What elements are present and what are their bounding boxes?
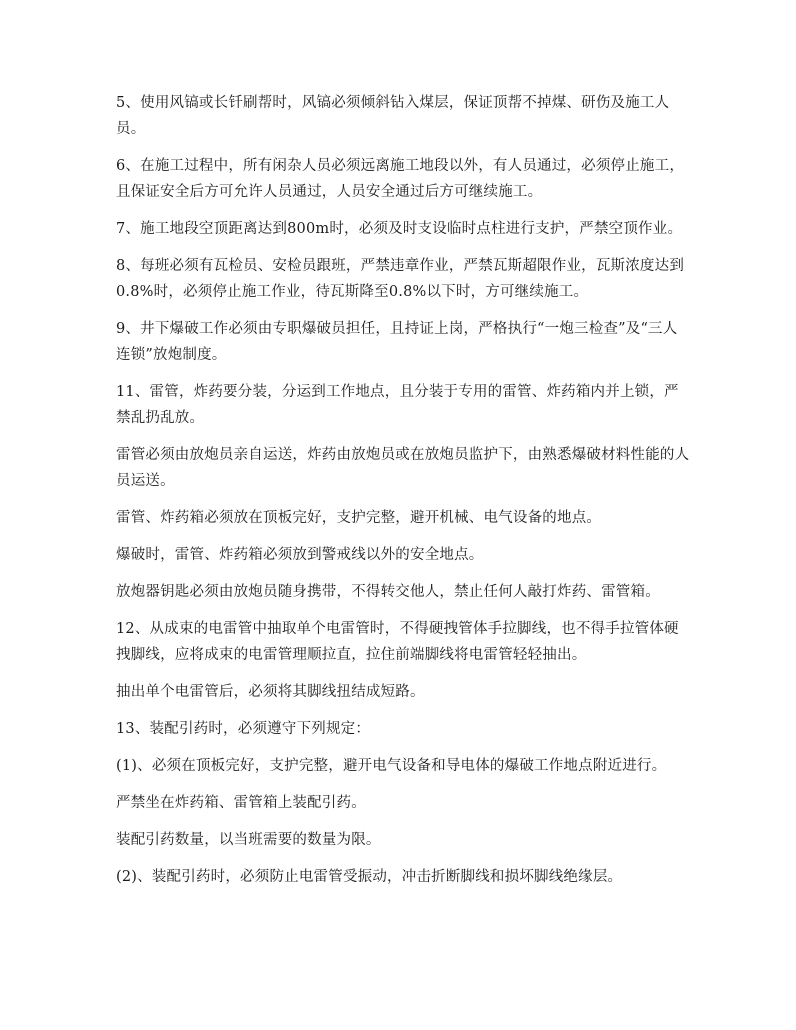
paragraph-blasting-safety: 爆破时，雷管、炸药箱必须放到警戒线以外的安全地点。 [116,547,484,563]
paragraph-no-sitting: 严禁坐在炸药箱、雷管箱上装配引药。 [116,795,366,811]
paragraph-item-6: 6、在施工过程中，所有闲杂人员必须远离施工地段以外，有人员通过，必须停止施工，且保证安全后方可允许人员通过，人员安全通过后方可继续施工。 [116,158,685,200]
paragraph-detonator-transport: 雷管必须由放炮员亲自运送，炸药由放炮员或在放炮员监护下，由熟悉爆破材料性能的人员运送。 [116,447,690,489]
paragraph-item-5: 5、使用风镐或长钎刷帮时，风镐必须倾斜钻入煤层，保证顶帮不掉煤、研伤及施工人员。 [116,95,670,137]
paragraph-item-12: 12、从成束的电雷管中抽取单个电雷管时，不得硬拽管体手拉脚线，也不得手拉管体硬拽脚线，应将成束的电雷管理顺拉直，拉住前端脚线将电雷管轻轻抽出。 [116,621,679,663]
paragraph-item-9: 9、井下爆破工作必须由专职爆破员担任，且持证上岗，严格执行“一炮三检查”及“三人连锁”放炮制度。 [116,321,678,363]
paragraph-quantity-limit: 装配引药数量，以当班需要的数量为限。 [116,832,381,848]
paragraph-item-7: 7、施工地段空顶距离达到800m时，必须及时支设临时点柱进行支护，严禁空顶作业。 [116,221,683,237]
document-page [116,90,691,901]
paragraph-rule-2: (2)、装配引药时，必须防止电雷管受振动，冲击折断脚线和损坏脚线绝缘层。 [116,869,623,885]
paragraph-short-circuit: 抽出单个电雷管后，必须将其脚线扭结成短路。 [116,684,425,700]
paragraph-item-11: 11、雷管，炸药要分装，分运到工作地点，且分装于专用的雷管、炸药箱内并上锁，严禁乱扔乱放。 [116,384,679,426]
paragraph-box-placement: 雷管、炸药箱必须放在顶板完好，支护完整，避开机械、电气设备的地点。 [116,510,602,526]
paragraph-item-8: 8、每班必须有瓦检员、安检员跟班，严禁违章作业，严禁瓦斯超限作业，瓦斯浓度达到0.8%时，必须停止施工作业，待瓦斯降至0.8%以下时，方可继续施工。 [116,258,685,300]
paragraph-rule-1: (1)、必须在顶板完好，支护完整，避开电气设备和导电体的爆破工作地点附近进行。 [116,758,667,774]
paragraph-item-13: 13、装配引药时，必须遵守下列规定： [116,721,371,737]
paragraph-key-custody: 放炮器钥匙必须由放炮员随身携带，不得转交他人，禁止任何人敲打炸药、雷管箱。 [116,584,660,600]
